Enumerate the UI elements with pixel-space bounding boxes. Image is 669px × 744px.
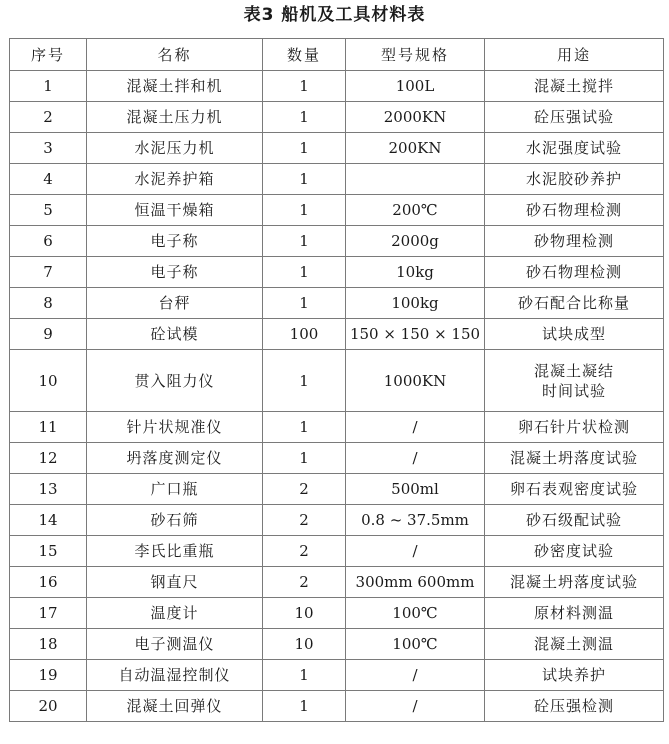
cell-spec: / bbox=[346, 536, 485, 567]
table-row bbox=[10, 505, 664, 536]
cell-spec: / bbox=[346, 443, 485, 474]
table-row bbox=[10, 133, 664, 164]
cell-use bbox=[485, 443, 664, 474]
cell-qty: 1 bbox=[263, 195, 346, 226]
cell-qty: 1 bbox=[263, 71, 346, 102]
cell-qty: 1 bbox=[263, 257, 346, 288]
cell-no: 2 bbox=[10, 102, 87, 133]
cell-name: 温度计 bbox=[87, 598, 263, 629]
cell-no: 8 bbox=[10, 288, 87, 319]
cell-spec: 100kg bbox=[346, 288, 485, 319]
cell-use bbox=[485, 567, 664, 598]
table-row bbox=[10, 691, 664, 722]
use-line: 混凝土凝结 bbox=[533, 361, 614, 380]
cell-use bbox=[485, 71, 664, 102]
use-line: 砼压强检测 bbox=[533, 697, 614, 715]
use-line: 卵石表观密度试验 bbox=[509, 480, 638, 498]
materials-table bbox=[9, 38, 664, 722]
cell-name: 电子测温仪 bbox=[87, 629, 263, 660]
cell-name: 电子称 bbox=[87, 257, 263, 288]
cell-name: 针片状规准仪 bbox=[87, 412, 263, 443]
use-line: 砂物理检测 bbox=[533, 232, 614, 250]
cell-name: 恒温干燥箱 bbox=[87, 195, 263, 226]
cell-no: 3 bbox=[10, 133, 87, 164]
use-line: 混凝土坍落度试验 bbox=[509, 573, 638, 591]
use-line: 砂石物理检测 bbox=[525, 263, 622, 281]
cell-no: 9 bbox=[10, 319, 87, 350]
cell-no: 11 bbox=[10, 412, 87, 443]
cell-qty: 1 bbox=[263, 133, 346, 164]
header-spec: 型号规格 bbox=[346, 39, 485, 71]
cell-use bbox=[485, 505, 664, 536]
cell-spec: 500ml bbox=[346, 474, 485, 505]
cell-use bbox=[485, 319, 664, 350]
cell-no: 13 bbox=[10, 474, 87, 505]
header-qty: 数量 bbox=[263, 39, 346, 71]
cell-spec: 150 × 150 × 150 bbox=[346, 319, 485, 350]
cell-use bbox=[485, 536, 664, 567]
use-line: 时间试验 bbox=[541, 381, 606, 400]
header-row bbox=[10, 39, 664, 71]
table-row bbox=[10, 226, 664, 257]
cell-name: 砂石筛 bbox=[87, 505, 263, 536]
cell-no: 12 bbox=[10, 443, 87, 474]
cell-spec: 200KN bbox=[346, 133, 485, 164]
cell-use bbox=[485, 195, 664, 226]
cell-use bbox=[485, 412, 664, 443]
cell-use bbox=[485, 102, 664, 133]
cell-spec: 2000KN bbox=[346, 102, 485, 133]
cell-no: 18 bbox=[10, 629, 87, 660]
use-line: 卵石针片状检测 bbox=[517, 418, 630, 436]
cell-no: 7 bbox=[10, 257, 87, 288]
cell-name: 水泥压力机 bbox=[87, 133, 263, 164]
cell-use bbox=[485, 164, 664, 195]
cell-use bbox=[485, 257, 664, 288]
cell-use bbox=[485, 474, 664, 505]
cell-spec: / bbox=[346, 412, 485, 443]
cell-use bbox=[485, 350, 664, 412]
header-use: 用途 bbox=[485, 39, 664, 71]
cell-name: 混凝土回弹仪 bbox=[87, 691, 263, 722]
cell-name: 混凝土压力机 bbox=[87, 102, 263, 133]
cell-name: 钢直尺 bbox=[87, 567, 263, 598]
cell-qty: 1 bbox=[263, 350, 346, 412]
cell-no: 20 bbox=[10, 691, 87, 722]
table-row bbox=[10, 536, 664, 567]
table-row bbox=[10, 257, 664, 288]
cell-no: 19 bbox=[10, 660, 87, 691]
table-body bbox=[10, 71, 664, 722]
cell-name: 水泥养护箱 bbox=[87, 164, 263, 195]
table-row bbox=[10, 629, 664, 660]
cell-no: 1 bbox=[10, 71, 87, 102]
cell-qty: 10 bbox=[263, 629, 346, 660]
cell-no: 15 bbox=[10, 536, 87, 567]
cell-name: 自动温湿控制仪 bbox=[87, 660, 263, 691]
table-row bbox=[10, 288, 664, 319]
cell-qty: 2 bbox=[263, 474, 346, 505]
cell-spec: 1000KN bbox=[346, 350, 485, 412]
cell-qty: 1 bbox=[263, 443, 346, 474]
cell-name: 台秤 bbox=[87, 288, 263, 319]
use-line: 混凝土坍落度试验 bbox=[509, 449, 638, 467]
cell-qty: 1 bbox=[263, 691, 346, 722]
use-line: 砂石级配试验 bbox=[525, 511, 622, 529]
cell-no: 16 bbox=[10, 567, 87, 598]
table-row bbox=[10, 102, 664, 133]
cell-spec: 10kg bbox=[346, 257, 485, 288]
cell-use bbox=[485, 598, 664, 629]
cell-spec: 100L bbox=[346, 71, 485, 102]
use-line: 水泥强度试验 bbox=[525, 139, 622, 157]
header-no: 序号 bbox=[10, 39, 87, 71]
cell-spec: / bbox=[346, 660, 485, 691]
cell-name: 坍落度测定仪 bbox=[87, 443, 263, 474]
cell-name: 广口瓶 bbox=[87, 474, 263, 505]
table-title: 表3 船机及工具材料表 bbox=[243, 5, 426, 25]
table-row bbox=[10, 350, 664, 412]
cell-qty: 1 bbox=[263, 164, 346, 195]
cell-no: 4 bbox=[10, 164, 87, 195]
use-line: 砂密度试验 bbox=[533, 542, 614, 560]
cell-use bbox=[485, 691, 664, 722]
cell-name: 电子称 bbox=[87, 226, 263, 257]
use-line: 水泥胶砂养护 bbox=[525, 170, 622, 188]
use-line: 砂石配合比称量 bbox=[517, 294, 630, 312]
use-line: 混凝土测温 bbox=[533, 635, 614, 653]
cell-qty: 1 bbox=[263, 412, 346, 443]
cell-no: 17 bbox=[10, 598, 87, 629]
cell-name: 混凝土拌和机 bbox=[87, 71, 263, 102]
cell-spec: 300mm 600mm bbox=[346, 567, 485, 598]
cell-qty: 1 bbox=[263, 226, 346, 257]
table-row bbox=[10, 412, 664, 443]
cell-use bbox=[485, 226, 664, 257]
header-name: 名称 bbox=[87, 39, 263, 71]
cell-name: 砼试模 bbox=[87, 319, 263, 350]
cell-qty: 2 bbox=[263, 536, 346, 567]
cell-name: 李氏比重瓶 bbox=[87, 536, 263, 567]
cell-no: 6 bbox=[10, 226, 87, 257]
cell-qty: 1 bbox=[263, 288, 346, 319]
cell-spec: 100℃ bbox=[346, 629, 485, 660]
use-line: 砂石物理检测 bbox=[525, 201, 622, 219]
use-line: 混凝土搅拌 bbox=[533, 77, 614, 95]
cell-no: 10 bbox=[10, 350, 87, 412]
cell-spec: 200℃ bbox=[346, 195, 485, 226]
cell-use bbox=[485, 133, 664, 164]
use-line: 试块成型 bbox=[541, 325, 606, 343]
cell-qty: 2 bbox=[263, 567, 346, 598]
cell-no: 14 bbox=[10, 505, 87, 536]
cell-spec: 0.8 ~ 37.5mm bbox=[346, 505, 485, 536]
table-row bbox=[10, 195, 664, 226]
cell-spec bbox=[346, 164, 485, 195]
table-row bbox=[10, 164, 664, 195]
table-row bbox=[10, 474, 664, 505]
table-row bbox=[10, 71, 664, 102]
cell-spec: 2000g bbox=[346, 226, 485, 257]
table-row bbox=[10, 443, 664, 474]
cell-qty: 1 bbox=[263, 660, 346, 691]
cell-name: 贯入阻力仪 bbox=[87, 350, 263, 412]
table-row bbox=[10, 319, 664, 350]
use-line: 试块养护 bbox=[541, 666, 606, 684]
cell-no: 5 bbox=[10, 195, 87, 226]
cell-use bbox=[485, 288, 664, 319]
use-line: 砼压强试验 bbox=[533, 108, 614, 126]
table-row bbox=[10, 567, 664, 598]
cell-use bbox=[485, 629, 664, 660]
cell-qty: 10 bbox=[263, 598, 346, 629]
cell-spec: / bbox=[346, 691, 485, 722]
use-line: 原材料测温 bbox=[533, 604, 614, 622]
cell-use bbox=[485, 660, 664, 691]
cell-qty: 2 bbox=[263, 505, 346, 536]
cell-qty: 1 bbox=[263, 102, 346, 133]
cell-qty: 100 bbox=[263, 319, 346, 350]
cell-spec: 100℃ bbox=[346, 598, 485, 629]
table-row bbox=[10, 660, 664, 691]
table-row bbox=[10, 598, 664, 629]
